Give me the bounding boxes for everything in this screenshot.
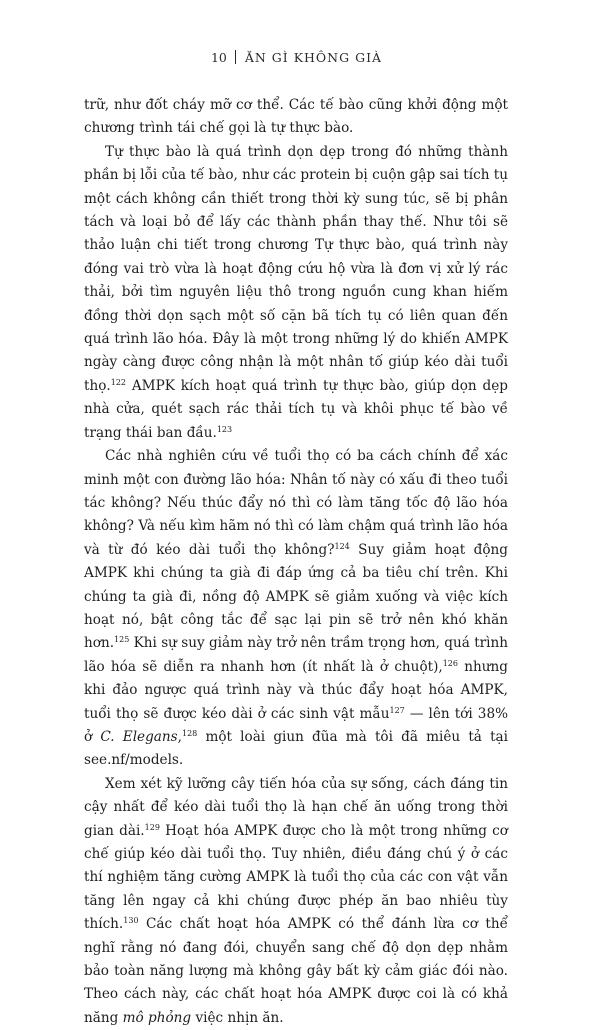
paragraph bbox=[84, 94, 508, 141]
text-run: một loài giun đũa mà tôi đã miêu tả tại see.nf/models. bbox=[84, 728, 509, 769]
footnote-ref: 128 bbox=[181, 728, 198, 738]
text-run: Suy giảm hoạt động AMPK khi chúng ta già đi đáp ứng cả ba tiêu chí trên. Khi chúng ta già đi, nồng độ AMPK sẽ giảm xuống và việc kích hoạt nó, bật công tắc để sạc lại pin sẽ trở nên khó khăn hơn. bbox=[84, 541, 508, 652]
footnote-ref: 125 bbox=[114, 635, 130, 645]
footnote-ref: 127 bbox=[389, 705, 405, 715]
running-header bbox=[0, 50, 593, 65]
footnote-ref: 129 bbox=[144, 822, 160, 832]
footnote-ref: 130 bbox=[123, 916, 139, 926]
paragraph bbox=[84, 773, 508, 1030]
paragraph bbox=[84, 141, 508, 445]
footnote-ref: 123 bbox=[216, 424, 233, 434]
text-run: Các chất hoạt hóa AMPK có thể đánh lừa cơ thể nghĩ rằng nó đang đói, chuyển sang chế độ dọn dẹp nhằm bảo toàn năng lượng mà không gây bất kỳ cảm giác đói nào. Theo cách này, các chất hoạt hóa AMPK được coi là có khả năng bbox=[84, 916, 508, 1026]
paragraph bbox=[84, 445, 508, 773]
text-run: Xem xét kỹ lưỡng cây tiến hóa của sự sống, cách đáng tin cậy nhất để kéo dài tuổi thọ là hạn chế ăn uống trong thời gian dài. bbox=[84, 775, 508, 839]
footnote-ref: 126 bbox=[442, 658, 458, 668]
text-run: Tự thực bào là quá trình dọn dẹp trong đó những thành phần bị lỗi của tế bào, như các protein bị cuộn gập sai tích tụ một cách không cần thiết trong thời kỳ sung túc, sẽ bị phân tách và loại bỏ để lấy các thành phần thay thế. Như tôi sẽ thảo luận chi tiết trong chương Tự thực bào, quá trình này đóng vai trò vừa là hoạt động cứu hộ vừa là đơn vị xử lý rác thải, bởi tìm nguyên liệu thô trong nguồn cung khan hiếm đồng thời dọn sạch một số cặn bã tích tụ có liên quan đến quá trình lão hóa. Đây là một trong những lý do khiến AMPK ngày càng được công nhận là một nhân tố giúp kéo dài tuổi thọ. bbox=[84, 143, 508, 394]
text-run: nhưng khi đảo ngược quá trình này và thúc đẩy hoạt hóa AMPK, tuổi thọ sẽ được kéo dài ở các sinh vật mẫu bbox=[84, 658, 508, 722]
text-run: việc nhịn ăn. bbox=[191, 1009, 284, 1026]
text-run: Hoạt hóa AMPK được cho là một trong những cơ chế giúp kéo dài tuổi thọ. Tuy nhiên, điều đáng chú ý ở các thí nghiệm tăng cường AMPK là tuổi thọ của các con vật vẫn tăng lên ngay cả khi chúng được phép ăn bao nhiêu tùy thích. bbox=[84, 822, 508, 933]
text-run: Các nhà nghiên cứu về tuổi thọ có ba cách chính để xác minh một con đường lão hóa: Nhân tố này có xấu đi theo tuổi tác không? Nếu thúc đẩy nó thì có làm tăng tốc độ lão hóa không? Và nếu kìm hãm nó thì có làm chậm quá trình lão hóa và từ đó kéo dài tuổi thọ không? bbox=[84, 448, 508, 558]
text-run: Khi sự suy giảm này trở nên trầm trọng hơn, quá trình lão hóa sẽ diễn ra nhanh hơn (ít nhất là ở chuột), bbox=[84, 635, 509, 675]
text-run: , bbox=[177, 728, 182, 745]
text-run: trữ, như đốt cháy mỡ cơ thể. Các tế bào cũng khởi động một chương trình tái chế gọi là tự thực bào. bbox=[84, 97, 508, 137]
footnote-ref: 124 bbox=[334, 541, 350, 551]
emphasized-text: mô phỏng bbox=[122, 1009, 192, 1026]
emphasized-text: C. Elegans bbox=[100, 728, 178, 745]
text-run: AMPK kích hoạt quá trình tự thực bào, giúp dọn dẹp nhà cửa, quét sạch rác thải tích tụ và khôi phục tế bào về trạng thái ban đầu. bbox=[84, 377, 508, 441]
page-number: 10 bbox=[210, 50, 227, 65]
header-divider bbox=[235, 50, 236, 64]
body-text bbox=[84, 94, 508, 1030]
footnote-ref: 122 bbox=[110, 377, 127, 387]
text-run: — lên tới 38% ở bbox=[84, 705, 509, 745]
book-title: ĂN GÌ KHÔNG GIÀ bbox=[244, 50, 383, 65]
